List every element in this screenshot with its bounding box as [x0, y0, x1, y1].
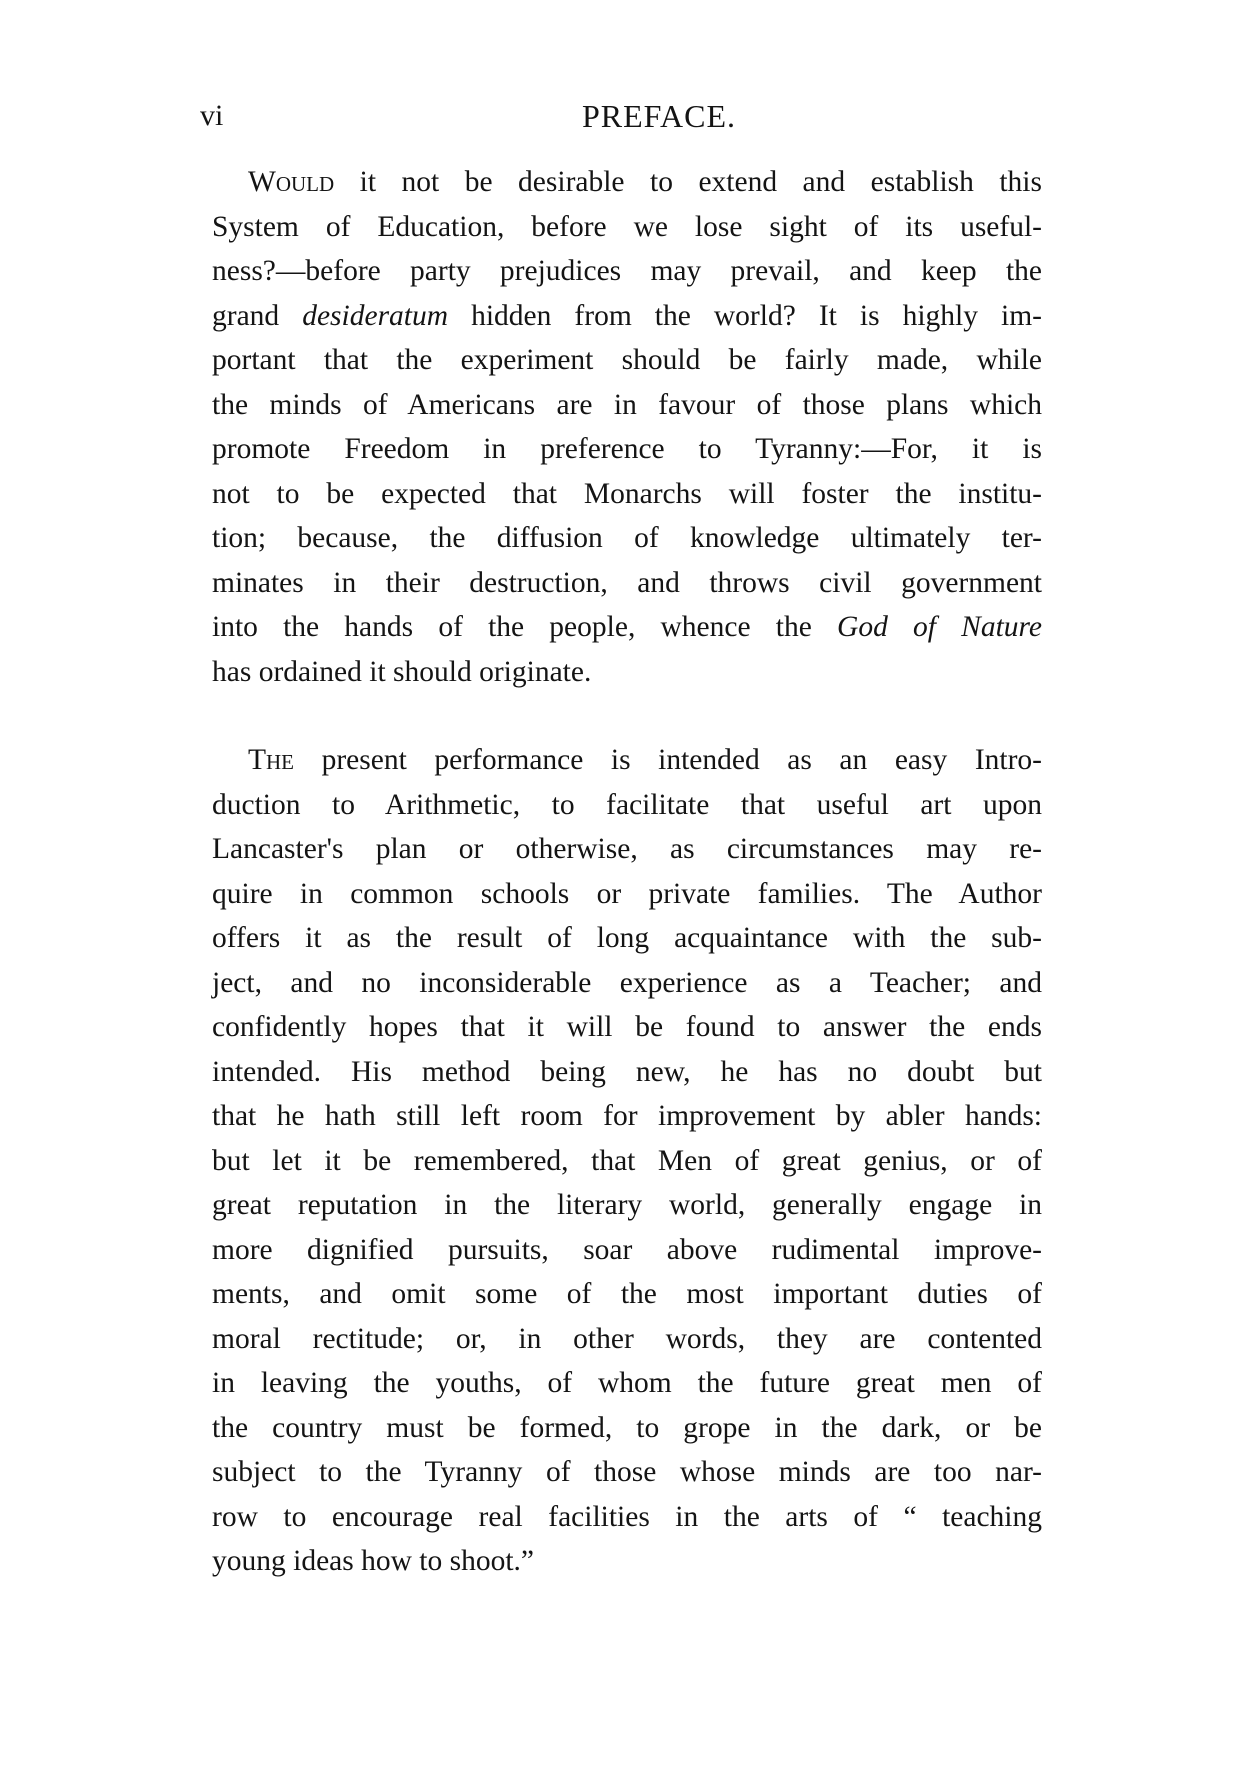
- text-line: that he hath still left room for improvement by abler hands:: [212, 1100, 1042, 1132]
- text-line: intended. His method being new, he has no doubt but: [212, 1055, 1042, 1088]
- line-text: hidden from the world? It is highly im-: [448, 299, 1042, 332]
- text-line: the country must be formed, to grope in the dark, or be: [212, 1411, 1042, 1444]
- line-text: it not be desirable to extend and establish this: [334, 166, 1042, 198]
- line-text: present performance is intended as an easy Intro-: [294, 744, 1042, 776]
- text-line: ject, and no inconsiderable experience as a Teacher; and: [212, 966, 1042, 999]
- lead-word: Would: [248, 166, 335, 198]
- text-line: Lancaster's plan or otherwise, as circumstances may re-: [212, 833, 1042, 865]
- text-line: but let it be remembered, that Men of great genius, or of: [212, 1144, 1042, 1177]
- text-line: ness?—before party prejudices may prevail, and keep the: [212, 255, 1042, 287]
- italic-term: God of Nature: [837, 611, 1042, 643]
- text-line: [212, 160, 1042, 205]
- text-line: in leaving the youths, of whom the future great men of: [212, 1367, 1042, 1399]
- text-line: duction to Arithmetic, to facilitate that useful art upon: [212, 788, 1042, 821]
- text-line: moral rectitude; or, in other words, they are contented: [212, 1322, 1042, 1355]
- text-line: promote Freedom in preference to Tyranny:—For, it is: [212, 433, 1042, 465]
- text-line: System of Education, before we lose sight of its useful-: [212, 210, 1042, 243]
- text-line: quire in common schools or private families. The Author: [212, 877, 1042, 910]
- text-line: more dignified pursuits, soar above rudimental improve-: [212, 1233, 1042, 1266]
- line-text: grand: [212, 299, 303, 332]
- text-line: tion; because, the diffusion of knowledge ultimately ter-: [212, 522, 1042, 554]
- text-line: confidently hopes that it will be found to answer the ends: [212, 1011, 1042, 1043]
- text-line: young ideas how to shoot.”: [212, 1545, 535, 1577]
- text-line: portant that the experiment should be fairly made, while: [212, 344, 1042, 376]
- text-line: minates in their destruction, and throws civil government: [212, 566, 1042, 599]
- line-text: into the hands of the people, whence the: [212, 611, 838, 643]
- text-line: [212, 605, 1042, 650]
- italic-term: desideratum: [302, 299, 449, 332]
- text-line: [212, 738, 1042, 783]
- text-line: offers it as the result of long acquaintance with the sub-: [212, 922, 1042, 954]
- running-head: [200, 96, 1058, 136]
- text-line: subject to the Tyranny of those whose minds are too nar-: [212, 1456, 1042, 1488]
- text-line: [212, 294, 1042, 339]
- lead-word: The: [248, 744, 295, 776]
- paragraph-1: [212, 160, 1042, 694]
- running-title: PREFACE.: [581, 98, 737, 134]
- text-line: not to be expected that Monarchs will foster the institu-: [212, 477, 1042, 510]
- text-line: row to encourage real facilities in the arts of “ teaching: [212, 1500, 1042, 1533]
- text-line: has ordained it should originate.: [212, 655, 592, 688]
- text-line: great reputation in the literary world, generally engage in: [212, 1189, 1042, 1221]
- text-line: the minds of Americans are in favour of those plans which: [212, 388, 1042, 421]
- paragraph-2: [212, 738, 1042, 1584]
- page-number: vi: [200, 99, 224, 132]
- text-line: ments, and omit some of the most important duties of: [212, 1278, 1042, 1310]
